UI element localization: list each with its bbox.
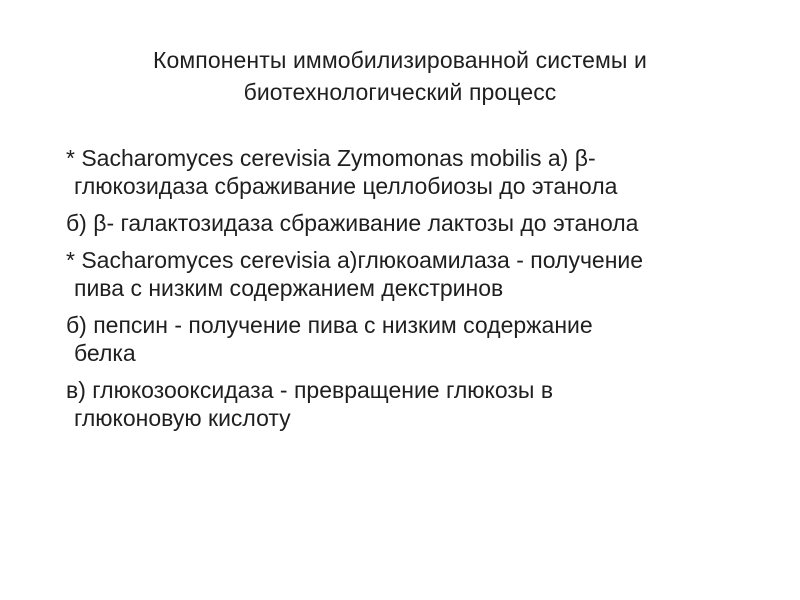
list-item <box>66 144 766 200</box>
list-item <box>66 209 766 237</box>
item-3-line-1: * Sacharomyces cerevisia а)глюкоамилаза - получение <box>66 247 644 273</box>
item-4-line-1: б) пепсин - получение пива с низким содержание <box>66 312 593 338</box>
title-line-2: биотехнологический процесс <box>243 79 557 105</box>
list-item <box>66 376 766 432</box>
list-item <box>66 246 766 302</box>
item-4-line-2: белка <box>74 340 136 366</box>
item-1-line-2: глюкозидаза сбраживание целлобиозы до этанола <box>74 173 618 199</box>
slide-body <box>66 144 766 441</box>
item-1-line-1: * Sacharomyces cerevisia Zymomonas mobilis а) β- <box>66 145 596 171</box>
item-2-line-1: б) β- галактозидаза сбраживание лактозы до этанола <box>66 210 639 236</box>
item-3-line-2: пива с низким содержанием декстринов <box>74 275 504 301</box>
slide-title <box>60 44 740 108</box>
title-line-1: Компоненты иммобилизированной системы и <box>152 47 647 73</box>
item-5-line-2: глюконовую кислоту <box>74 405 291 431</box>
item-5-line-1: в) глюкозооксидаза - превращение глюкозы в <box>66 377 554 403</box>
list-item <box>66 311 766 367</box>
